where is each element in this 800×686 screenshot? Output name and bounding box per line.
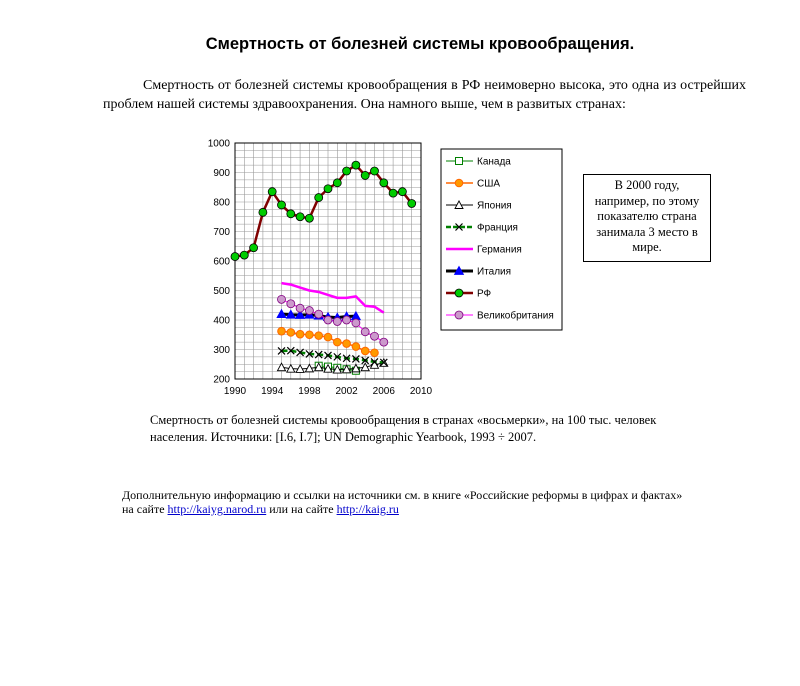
x-tick-label: 1994	[261, 386, 284, 397]
data-point	[389, 189, 397, 197]
data-point	[287, 329, 295, 337]
data-point	[324, 333, 332, 341]
y-tick-label: 1000	[207, 138, 230, 150]
data-point	[408, 199, 416, 207]
page-title: Смертность от болезней системы кровообращения.	[205, 35, 635, 53]
data-point	[306, 331, 314, 339]
y-tick-label: 300	[213, 345, 230, 356]
data-point	[278, 295, 286, 303]
y-tick-label: 200	[213, 374, 230, 386]
data-point	[268, 188, 276, 196]
chart-caption: Смертность от болезней системы кровообращения в странах «восьмерки», на 100 тыс. человек населения. Источники: [I.6, I.7]; UN Demographic Yearbook, 1993 ÷ 2007.	[150, 413, 657, 444]
footer-note	[122, 488, 742, 516]
footer-text: на сайте	[122, 502, 168, 516]
data-point	[315, 194, 323, 202]
data-point	[278, 327, 286, 335]
footer-link-kaiyg[interactable]: http://kaiyg.narod.ru	[167, 502, 267, 516]
legend-label: Великобритания	[477, 310, 554, 322]
note-box: В 2000 году, например, по этому показателю страна занимала 3 место в мире.	[583, 174, 711, 262]
legend-label: Италия	[477, 266, 512, 278]
x-tick-label: 2010	[409, 386, 433, 397]
data-point	[287, 300, 295, 308]
data-point	[371, 167, 379, 175]
data-point	[296, 304, 304, 312]
data-point	[380, 179, 388, 187]
y-tick-label: 900	[213, 168, 230, 179]
legend-marker	[455, 311, 463, 319]
data-point	[352, 161, 360, 169]
data-point	[334, 338, 342, 346]
data-point	[324, 185, 332, 193]
data-point	[315, 332, 323, 340]
y-tick-label: 800	[213, 197, 230, 209]
data-point	[287, 210, 295, 218]
data-point	[324, 316, 332, 324]
y-tick-label: 700	[213, 227, 230, 238]
data-point	[231, 253, 239, 261]
data-point	[361, 328, 369, 336]
data-point	[352, 343, 360, 351]
data-point	[352, 319, 360, 327]
data-point	[305, 214, 313, 222]
data-point	[333, 179, 341, 187]
y-tick-label: 500	[213, 286, 230, 297]
data-point	[380, 338, 388, 346]
x-tick-label: 1998	[298, 386, 321, 397]
legend-label: Япония	[477, 200, 512, 212]
data-point	[333, 317, 341, 325]
data-point	[343, 316, 351, 324]
legend-label: Канада	[477, 156, 511, 168]
legend-marker	[456, 158, 463, 165]
data-point	[296, 330, 304, 338]
data-point	[343, 340, 351, 348]
data-point	[361, 347, 369, 355]
footer-text: Дополнительную информацию и ссылки на источники см. в книге «Российские реформы в цифрах и фактах»	[122, 488, 683, 502]
legend-box	[441, 149, 562, 330]
data-point	[398, 188, 406, 196]
legend-label: США	[477, 178, 501, 190]
y-tick-label: 400	[213, 315, 230, 327]
legend-label: РФ	[477, 288, 492, 300]
footer-text: или на сайте	[266, 502, 337, 516]
footer-link-kaig[interactable]: http://kaig.ru	[336, 502, 399, 516]
data-point	[278, 201, 286, 209]
intro-paragraph: Смертность от болезней системы кровообращения в РФ неимоверно высока, это одна из острейших проблем нашей системы здравоохранения. Она намного выше, чем в развитых странах:	[103, 78, 746, 112]
data-point	[315, 310, 323, 318]
data-point	[343, 167, 351, 175]
x-tick-label: 2002	[335, 386, 358, 397]
legend-label: Германия	[477, 244, 522, 256]
data-point	[296, 213, 304, 221]
data-point	[371, 332, 379, 340]
legend-label: Франция	[477, 222, 518, 234]
data-point	[371, 349, 379, 357]
y-tick-label: 600	[213, 256, 230, 268]
data-point	[361, 171, 369, 179]
data-point	[259, 208, 267, 216]
legend-marker	[455, 179, 463, 187]
data-point	[305, 307, 313, 315]
legend-marker	[455, 289, 463, 297]
x-tick-label: 1990	[223, 386, 247, 397]
data-point	[240, 251, 248, 259]
data-point	[250, 244, 258, 252]
x-tick-label: 2006	[372, 386, 395, 397]
